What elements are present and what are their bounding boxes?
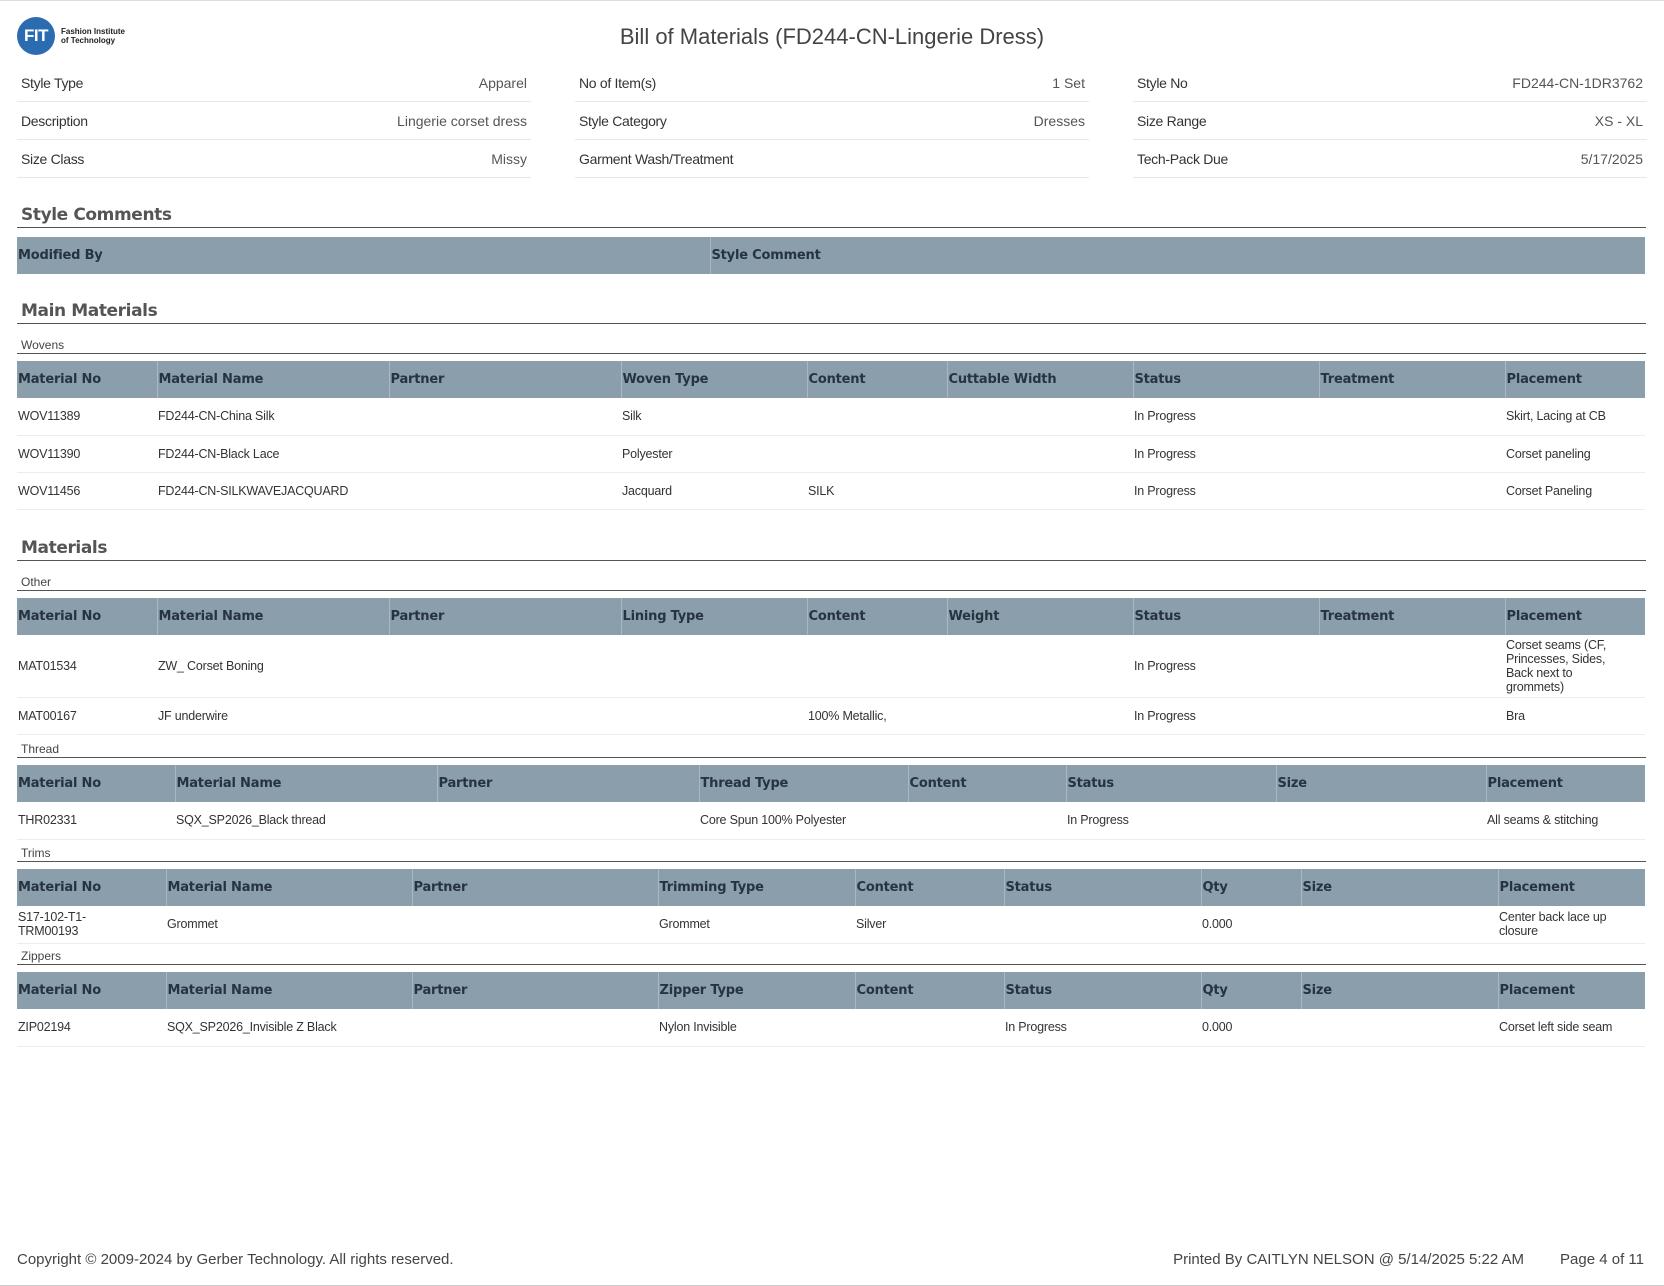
column-header: Size — [1276, 765, 1486, 802]
info-value: Lingerie corset dress — [397, 112, 527, 129]
column-header: Material No — [17, 598, 157, 635]
info-row — [1133, 64, 1647, 102]
table-cell: 0.000 — [1201, 1009, 1301, 1046]
table-cell: SQX_SP2026_Invisible Z Black — [166, 1009, 412, 1046]
table-cell: SILK — [807, 472, 947, 509]
info-value: XS - XL — [1594, 112, 1643, 129]
column-header: Treatment — [1319, 598, 1505, 635]
info-value: Dresses — [1033, 112, 1085, 129]
table-row — [17, 398, 1645, 435]
table-cell: Core Spun 100% Polyester — [699, 802, 908, 839]
table-cell — [389, 472, 621, 509]
copyright-text: Copyright © 2009-2024 by Gerber Technology. All rights reserved. — [17, 1251, 454, 1268]
column-header: Partner — [412, 972, 658, 1009]
table-cell: FD244-CN-Black Lace — [157, 435, 389, 472]
table-cell: WOV11389 — [17, 398, 157, 435]
column-header: Zipper Type — [658, 972, 855, 1009]
info-row — [17, 140, 531, 178]
style-comments-table — [17, 237, 1645, 274]
column-header: Woven Type — [621, 361, 807, 398]
table-cell: S17-102-T1-TRM00193 — [17, 906, 166, 943]
column-header: Material No — [17, 972, 166, 1009]
table-row — [17, 697, 1645, 734]
table-cell — [389, 435, 621, 472]
table-cell — [389, 635, 621, 697]
table-cell — [947, 398, 1133, 435]
table-cell: Silver — [855, 906, 1004, 943]
info-row — [1133, 140, 1647, 178]
column-header: Material Name — [157, 361, 389, 398]
thread-subtitle: Thread — [17, 742, 1646, 758]
trims-table — [17, 869, 1645, 944]
table-cell: All seams & stitching — [1486, 802, 1645, 839]
table-header-row — [17, 972, 1645, 1009]
column-header: Qty — [1201, 972, 1301, 1009]
table-cell: In Progress — [1133, 635, 1319, 697]
table-cell: Silk — [621, 398, 807, 435]
column-header: Status — [1004, 869, 1201, 906]
column-header: Placement — [1505, 598, 1645, 635]
table-header-row — [17, 765, 1645, 802]
table-cell: Skirt, Lacing at CB — [1505, 398, 1645, 435]
trims-subtitle: Trims — [17, 846, 1646, 862]
column-header: Content — [807, 598, 947, 635]
table-header-row — [17, 869, 1645, 906]
column-header: Material Name — [175, 765, 437, 802]
table-header-row — [17, 361, 1645, 398]
table-cell: ZW_ Corset Boning — [157, 635, 389, 697]
table-cell — [1319, 635, 1505, 697]
column-header: Placement — [1498, 972, 1645, 1009]
info-row — [575, 140, 1089, 178]
table-cell — [412, 1009, 658, 1046]
table-row — [17, 435, 1645, 472]
table-cell: SQX_SP2026_Black thread — [175, 802, 437, 839]
column-header: Modified By — [17, 237, 710, 274]
table-cell: Corset left side seam — [1498, 1009, 1645, 1046]
page-title: Bill of Materials (FD244-CN-Lingerie Dress) — [619, 24, 1045, 49]
info-row — [575, 64, 1089, 102]
wovens-subtitle: Wovens — [17, 338, 1646, 354]
table-cell — [1319, 398, 1505, 435]
table-cell: In Progress — [1133, 472, 1319, 509]
table-cell: Grommet — [166, 906, 412, 943]
column-header: Status — [1133, 361, 1319, 398]
table-cell — [1004, 906, 1201, 943]
column-header: Content — [855, 972, 1004, 1009]
table-cell: WOV11390 — [17, 435, 157, 472]
column-header: Thread Type — [699, 765, 908, 802]
column-header: Material No — [17, 869, 166, 906]
info-label: Style No — [1137, 74, 1188, 91]
table-cell: In Progress — [1133, 697, 1319, 734]
table-cell: In Progress — [1133, 398, 1319, 435]
column-header: Partner — [437, 765, 699, 802]
table-cell: Center back lace up closure — [1498, 906, 1645, 943]
column-header: Status — [1133, 598, 1319, 635]
column-header: Size — [1301, 972, 1498, 1009]
other-subtitle: Other — [17, 575, 1646, 591]
table-cell: Grommet — [658, 906, 855, 943]
table-row — [17, 472, 1645, 509]
table-cell — [807, 398, 947, 435]
column-header: Material Name — [166, 869, 412, 906]
table-row — [17, 906, 1645, 943]
table-cell: In Progress — [1133, 435, 1319, 472]
column-header: Content — [807, 361, 947, 398]
info-column-2 — [575, 64, 1089, 178]
table-cell: WOV11456 — [17, 472, 157, 509]
column-header: Treatment — [1319, 361, 1505, 398]
info-label: Size Range — [1137, 112, 1207, 129]
printed-by-text: Printed By CAITLYN NELSON @ 5/14/2025 5:22 AM — [1173, 1251, 1525, 1268]
table-cell: Corset paneling — [1505, 435, 1645, 472]
table-cell — [1319, 435, 1505, 472]
thread-table — [17, 765, 1645, 840]
main-materials-title: Main Materials — [17, 301, 1646, 324]
info-row — [17, 102, 531, 140]
table-cell: ZIP02194 — [17, 1009, 166, 1046]
table-cell: In Progress — [1004, 1009, 1201, 1046]
table-cell — [1319, 472, 1505, 509]
column-header: Material Name — [157, 598, 389, 635]
table-cell — [1319, 697, 1505, 734]
table-cell — [437, 802, 699, 839]
table-header-row — [17, 598, 1645, 635]
table-cell: In Progress — [1066, 802, 1276, 839]
info-label: Garment Wash/Treatment — [579, 150, 734, 167]
logo-text-line1: Fashion Institute — [61, 27, 125, 36]
column-header: Weight — [947, 598, 1133, 635]
table-cell — [389, 697, 621, 734]
table-cell: FD244-CN-China Silk — [157, 398, 389, 435]
column-header: Style Comment — [710, 237, 1645, 274]
table-cell — [807, 635, 947, 697]
column-header: Partner — [389, 361, 621, 398]
logo-circle: FIT — [17, 17, 55, 55]
table-cell: Jacquard — [621, 472, 807, 509]
column-header: Placement — [1486, 765, 1645, 802]
column-header: Material No — [17, 765, 175, 802]
table-cell: MAT00167 — [17, 697, 157, 734]
info-row — [1133, 102, 1647, 140]
info-value: Missy — [491, 150, 527, 167]
column-header: Material Name — [166, 972, 412, 1009]
column-header: Trimming Type — [658, 869, 855, 906]
column-header: Placement — [1505, 361, 1645, 398]
info-label: No of Item(s) — [579, 74, 657, 91]
table-cell — [389, 398, 621, 435]
column-header: Status — [1004, 972, 1201, 1009]
style-info-grid — [17, 64, 1647, 178]
table-header-row — [17, 237, 1645, 274]
table-cell: Polyester — [621, 435, 807, 472]
table-cell: 100% Metallic, — [807, 697, 947, 734]
page-number: Page 4 of 11 — [1560, 1251, 1644, 1268]
table-cell — [1276, 802, 1486, 839]
info-value: 1 Set — [1052, 74, 1085, 91]
table-row — [17, 802, 1645, 839]
table-cell — [412, 906, 658, 943]
info-column-3 — [1133, 64, 1647, 178]
footer-print-info — [1137, 1251, 1644, 1268]
logo-text-line2: of Technology — [61, 36, 116, 45]
table-cell — [1301, 906, 1498, 943]
table-cell: Corset seams (CF, Princesses, Sides, Back next to grommets) — [1505, 635, 1645, 697]
table-cell — [621, 697, 807, 734]
info-value: 5/17/2025 — [1580, 150, 1643, 167]
table-row — [17, 1009, 1645, 1046]
wovens-table — [17, 361, 1645, 510]
column-header: Content — [908, 765, 1066, 802]
table-cell — [947, 435, 1133, 472]
table-cell: MAT01534 — [17, 635, 157, 697]
zippers-table — [17, 972, 1645, 1047]
table-cell — [1301, 1009, 1498, 1046]
table-cell: THR02331 — [17, 802, 175, 839]
info-row — [17, 64, 531, 102]
column-header: Partner — [412, 869, 658, 906]
info-label: Tech-Pack Due — [1137, 150, 1229, 167]
info-label: Style Type — [21, 74, 84, 91]
info-label: Style Category — [579, 112, 667, 129]
column-header: Lining Type — [621, 598, 807, 635]
table-cell — [947, 635, 1133, 697]
info-value: Apparel — [478, 74, 527, 91]
style-comments-title: Style Comments — [17, 205, 1646, 228]
column-header: Size — [1301, 869, 1498, 906]
table-cell — [807, 435, 947, 472]
column-header: Material No — [17, 361, 157, 398]
materials-title: Materials — [17, 538, 1646, 561]
table-cell: Bra — [1505, 697, 1645, 734]
column-header: Qty — [1201, 869, 1301, 906]
table-cell: JF underwire — [157, 697, 389, 734]
table-cell — [947, 697, 1133, 734]
column-header: Placement — [1498, 869, 1645, 906]
table-cell: 0.000 — [1201, 906, 1301, 943]
table-cell: Nylon Invisible — [658, 1009, 855, 1046]
column-header: Content — [855, 869, 1004, 906]
table-cell — [621, 635, 807, 697]
other-materials-table — [17, 598, 1645, 735]
table-cell: Corset Paneling — [1505, 472, 1645, 509]
column-header: Status — [1066, 765, 1276, 802]
info-column-1 — [17, 64, 531, 178]
zippers-subtitle: Zippers — [17, 949, 1646, 965]
info-label: Size Class — [21, 150, 85, 167]
table-cell: FD244-CN-SILKWAVEJACQUARD — [157, 472, 389, 509]
info-label: Description — [21, 112, 88, 129]
table-cell — [908, 802, 1066, 839]
table-row — [17, 635, 1645, 697]
column-header: Cuttable Width — [947, 361, 1133, 398]
info-row — [575, 102, 1089, 140]
column-header: Partner — [389, 598, 621, 635]
info-value: FD244-CN-1DR3762 — [1512, 74, 1643, 91]
table-cell — [855, 1009, 1004, 1046]
table-cell — [947, 472, 1133, 509]
